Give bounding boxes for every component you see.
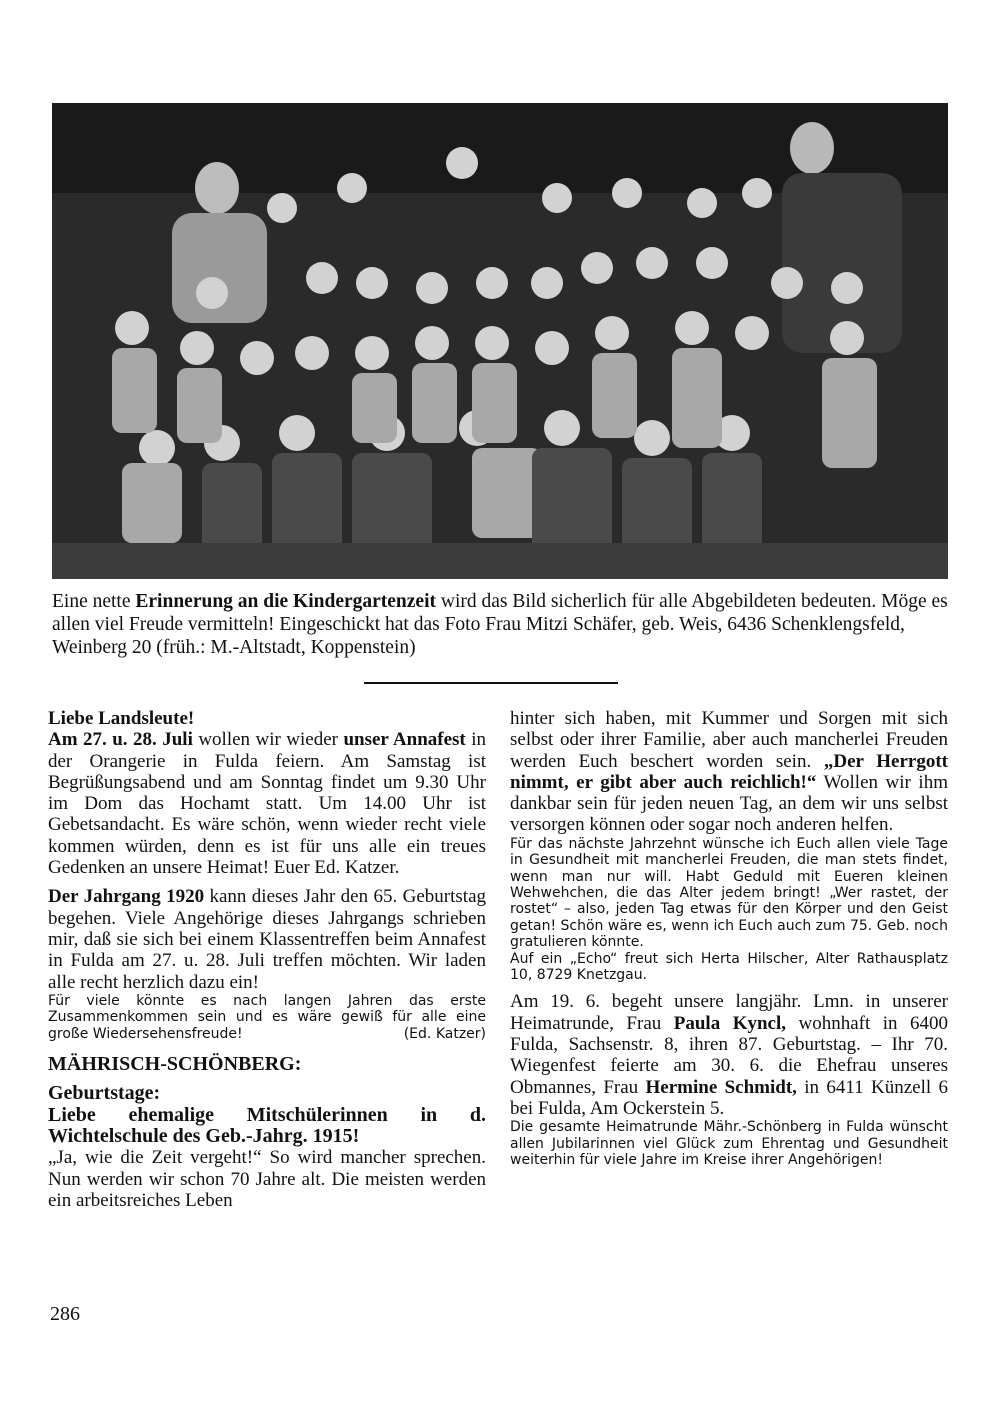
annafest-paragraph bbox=[48, 729, 486, 878]
photo-caption bbox=[52, 590, 952, 659]
jahrgang-paragraph bbox=[48, 886, 486, 992]
left-column bbox=[48, 708, 486, 1211]
text: hinter sich haben, mit Kummer und Sorgen mit sich selbst oder ihrer Familie, aber auch mancherlei Freuden werden Euch beschert worden sein. bbox=[510, 708, 948, 772]
text: Für viele könnte es nach langen Jahren das erste Zusammenkommen sein und es wäre gewiß für alle eine große Wiedersehensfreude! bbox=[48, 992, 486, 1042]
group-photo-icon bbox=[52, 103, 948, 579]
sub-heading-2: Liebe ehemalige Mitschülerinnen in d. Wichtelschule des Geb.-Jahrg. 1915! bbox=[48, 1103, 486, 1147]
text: Wollen wir ihm dankbar sein für jeden neuen Tag, an dem wir uns selbst versorgen können oder sogar noch anderen helfen. bbox=[510, 771, 948, 836]
birthday-paragraph: „Ja, wie die Zeit vergeht!“ So wird mancher sprechen. Nun werden wir schon 70 Jahre alt. Die meisten werden ein arbeitsreiches Leben bbox=[48, 1147, 486, 1211]
greeting-text: Liebe Landsleute! bbox=[48, 708, 195, 729]
text: wohnhaft in 6400 Fulda, Sachsenstr. 8, ihren 87. Geburtstag. – Ihr 70. Wiegenfest feierte am 30. 6. die Ehefrau unseres Obmannes, Frau bbox=[510, 1012, 949, 1098]
signature: (Ed. Katzer) bbox=[403, 1025, 486, 1042]
right-column bbox=[510, 708, 948, 1168]
quote-bold: „Der Herrgott nimmt, er gibt aber auch reichlich!“ bbox=[510, 750, 948, 793]
name-bold: Paula Kyncl, bbox=[673, 1012, 786, 1034]
page-number: 286 bbox=[50, 1303, 80, 1325]
name-bold-2: Hermine Schmidt, bbox=[645, 1076, 797, 1098]
greeting bbox=[48, 708, 486, 729]
congrats-small: Die gesamte Heimatrunde Mähr.-Schönberg in Fulda wünscht allen Jubilarinnen viel Glück zum Ehrentag und Gesundheit weiterhin für viele Jahre im Kreise ihrer Angehörigen! bbox=[510, 1119, 948, 1169]
caption-bold: Erinnerung an die Kindergartenzeit bbox=[135, 591, 437, 612]
date-bold: Am 27. u. 28. Juli bbox=[48, 729, 193, 751]
text: kann dieses Jahr den 65. Geburtstag begehen. Viele Angehörige dieses Jahrgangs schrieben mir, daß sie sich bei einem Klassentreffen beim Annafest in Fulda am 27. u. 28. Juli treffen möchten. Wir laden alle recht herzlich dazu ein! bbox=[48, 886, 486, 993]
text: in der Orangerie in Fulda feiern. Am Samstag ist Begrüßungsabend und am Sonntag findet um 9.30 Uhr im Dom das Hochamt statt. Um 14.00 Uhr ist Gebetsandacht. Es wäre schön, wenn wieder recht viele kommen würden, denn es ist für uns alle ein treues Gedenken an unsere Heimat! Euer Ed. Katzer. bbox=[48, 729, 487, 879]
text: wollen wir wieder bbox=[192, 729, 344, 751]
jubilee-paragraph bbox=[510, 991, 948, 1119]
caption-text: Eine nette bbox=[52, 591, 136, 612]
section-heading: MÄHRISCH-SCHÖNBERG: bbox=[48, 1053, 302, 1076]
caption-text-2: wird das Bild sicherlich für alle Abgebildeten bedeuten. Möge es allen viel Freude vermitteln! Eingeschickt hat das Foto Frau Mitzi Schäfer, geb. Weis, 6436 Schenklengsfeld, Weinberg 20 (früh.: M.-Altstadt, Koppenstein) bbox=[52, 591, 948, 658]
annafest-bold: unser Annafest bbox=[343, 729, 466, 751]
sub-heading: Geburtstage: bbox=[48, 1082, 161, 1105]
jahrgang-small bbox=[48, 993, 486, 1042]
wishes-small: Für das nächste Jahrzehnt wünsche ich Euch allen viele Tage in Gesundheit mit mancherlei Freuden, die man stets findet, wenn man nur will. Habt Geduld mit Eueren kleinen Wehwehchen, die das Alter jedem bringt! „Wer rastet, der rostet“ – also, jeden Tag etwas für den Körper und den Geist getan! Schön wäre es, wenn ich Euch auch zum 75. Geb. noch gratulieren könnte. bbox=[510, 835, 948, 951]
group-photo bbox=[52, 103, 948, 579]
divider bbox=[364, 682, 618, 684]
continued-paragraph bbox=[510, 708, 948, 836]
jahrgang-bold: Der Jahrgang 1920 bbox=[48, 886, 205, 908]
text: in 6411 Künzell 6 bei Fulda, Am Ockerstein 5. bbox=[510, 1076, 948, 1119]
text: Am 19. 6. begeht unsere langjähr. Lmn. in unserer Heimatrunde, Frau bbox=[510, 991, 948, 1034]
echo-small: Auf ein „Echo“ freut sich Herta Hilscher, Alter Rathausplatz 10, 8729 Knetzgau. bbox=[510, 950, 948, 984]
